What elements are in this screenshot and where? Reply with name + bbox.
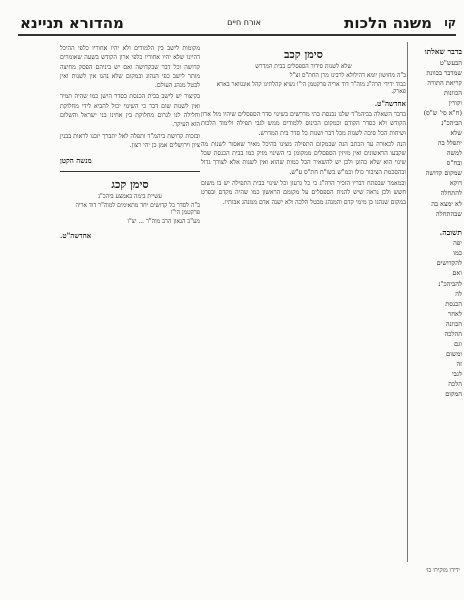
header-rule [18, 34, 456, 36]
narrow-text-line: (ח"א סי' ש"ס) [423, 108, 462, 117]
section-subject: שלא לשנות סידור הספסלים בבית המדרש [255, 63, 352, 70]
narrow-text-line: שבהתחלה [435, 209, 462, 218]
section-heading: סימן קכב [284, 48, 323, 61]
page-number: קו [444, 16, 456, 29]
narrow-text-line: שמקום קדושה [425, 169, 462, 178]
letter-date: ב"ה לסדר כל קדושים יחד מתאימים למוה"ר דוד אריה פרקטמן הי"ו [75, 202, 200, 217]
page-header [20, 10, 456, 44]
narrow-column [408, 46, 462, 399]
book-title: משנה הלכות [344, 14, 432, 32]
paragraph: הנה לכאורה עד הכתב הנה שבמקום התפילה מצינו בהיכל מאיר שאסור לשנות מה שקבעו הראשונים ואין מזיזין הספסלים ממקומן כי השינוי מזיק כמו בבית הכנסת שכל שינוי הוא שלא כהוגן ולכן יש להשאיר הכל כמות שהוא ואין לשנות אלא לצורך גדול ובהסכמת הציבור כולו וכמ"ש בשו"ת חת"ס ע"ש. [201, 140, 406, 176]
narrow-text-line: הבעש"ט [439, 58, 462, 67]
narrow-text-line: תשובה. [439, 227, 462, 237]
narrow-text-line: לאחר [448, 309, 462, 318]
narrow-text-line: להביהכ"נ [438, 279, 462, 288]
narrow-text-line: לה [455, 289, 462, 298]
letter-addressee: כבוד ידידי הרה"ג מוה"ר דוד אריה פרקטמן הי"ו נשיא קהלתינו קהל אונגוואר בארא פארק. [216, 81, 406, 95]
paragraph: מקומות לישב בין הלמודים ולא יהיו אחוריו כלפי ההיכל דהיינו שלא יהיו אחוריו כלפי ארון הקודש בשעה שאומרים קדושה וכל דבר שבקדושה ואם יש ביניהם הפסק מחיצה מותר לישב כפי הנהוג ובמקום שלא נהגו אין לשנות ואין לבטל מנהג העולם. [60, 45, 200, 90]
edition-title: מהדורא תניינא [20, 14, 124, 32]
greeting: אחדשה"ט. [374, 99, 406, 108]
narrow-text-line: יתפלל בה [437, 139, 462, 148]
paragraph: ובמאמר שבפתח דבריו הזכיר הרה"ג כי כל גרעון וכל שינוי בבית התפילה יש בו משום חשש ולכן נראה שיש להניח הספסלים על מקומם הראשון כמו שהיה מקדם ובפרט במקום שנהגו כן מימי קדם והמנהג מבטל הלכה ולא ישנה אדם ממנהג אבותיו. [201, 180, 406, 206]
main-column-left [60, 42, 200, 246]
main-column-right [201, 42, 406, 209]
narrow-text-line: דוקא [449, 179, 462, 188]
letter-date: ב"ה מחושון יומא דהילולא לרבינו מרן החת"ס זצ"ל [289, 72, 406, 79]
narrow-text-line: שמדבר בכוונת [426, 68, 462, 77]
narrow-text-line: הביהכ"נ [441, 119, 462, 127]
narrow-text-line: המקום [445, 390, 462, 399]
narrow-text-line: למשה [446, 149, 462, 158]
narrow-text-line: בדבר שאלתו [424, 47, 462, 56]
narrow-text-line: לא ימצא בה [431, 199, 462, 208]
paragraph: בקיצור יש לישב בבית הכנסת בסדר הישן כמו שהיה תמיד ואין לשנות שום דבר כי השינוי יכול להביא לידי מחלוקת וחלילה לנו לגרום מחלוקת בין אחינו בני ישראל והשלום הוא העיקר. [60, 93, 200, 129]
section-separator [60, 171, 200, 172]
narrow-text-line: כמו [453, 249, 462, 258]
narrow-column-text-2 [408, 227, 462, 400]
narrow-text-line: זה [456, 360, 462, 368]
narrow-text-line: וגם [454, 339, 462, 348]
narrow-text-line: הכוונה [445, 319, 462, 328]
narrow-text-line: וקורין [448, 98, 462, 107]
narrow-column-text [408, 46, 462, 219]
footer-note: ידידו מוקירו כו׳ [425, 567, 460, 574]
narrow-text-line: ואם [452, 269, 462, 278]
narrow-text-line: הכנסת [445, 299, 462, 308]
narrow-text-line: ההלכה [444, 329, 462, 338]
narrow-text-line: להתחלה [440, 189, 462, 198]
narrow-text-line: יפה [453, 239, 462, 248]
narrow-text-line: הכוונות [444, 88, 462, 97]
section-heading: סימן קכג [111, 178, 149, 192]
paragraph: בדבר השאלה בביהמ"ד שלנו נכנסת בתי מדרשים בשינוי סדר הספסלים שיהיו מול ארון הקודש ולא כסדר הקודם וכמקום הכינוס ללמודים ממש לגבי תפילה ולימוד הלכות ושיחות הכל סיבה לשנות מכל דבר ושנות כל סדר בית המדרש. [201, 111, 406, 137]
narrow-text-line: להקדושים [436, 259, 462, 268]
signature: מנשה הקטן [60, 156, 92, 166]
letter-addressee: מע"כ הגאון הרב מוה"ר ... יצ"ו [127, 218, 200, 226]
narrow-text-line: קריאת התורה [427, 78, 462, 87]
signature: אחדשה"ט. [60, 231, 92, 241]
narrow-text-line: ומשום [446, 349, 462, 358]
narrow-text-line: לגבי [451, 370, 462, 379]
narrow-text-line: הלכה [448, 380, 462, 389]
narrow-text-line: ובח"ס [446, 159, 462, 168]
section-label: אורח חיים [227, 18, 261, 27]
paragraph: ובזכות קדושת ביהמ"ד ותפלה לאל יתברך יזכנו לראות בבנין ציון וירושלים אמן כן יהי רצון. [60, 132, 200, 149]
narrow-text-line: שלא [450, 129, 462, 138]
section-subject: עשיית בימה באמצע ביהכ"נ [98, 193, 162, 201]
